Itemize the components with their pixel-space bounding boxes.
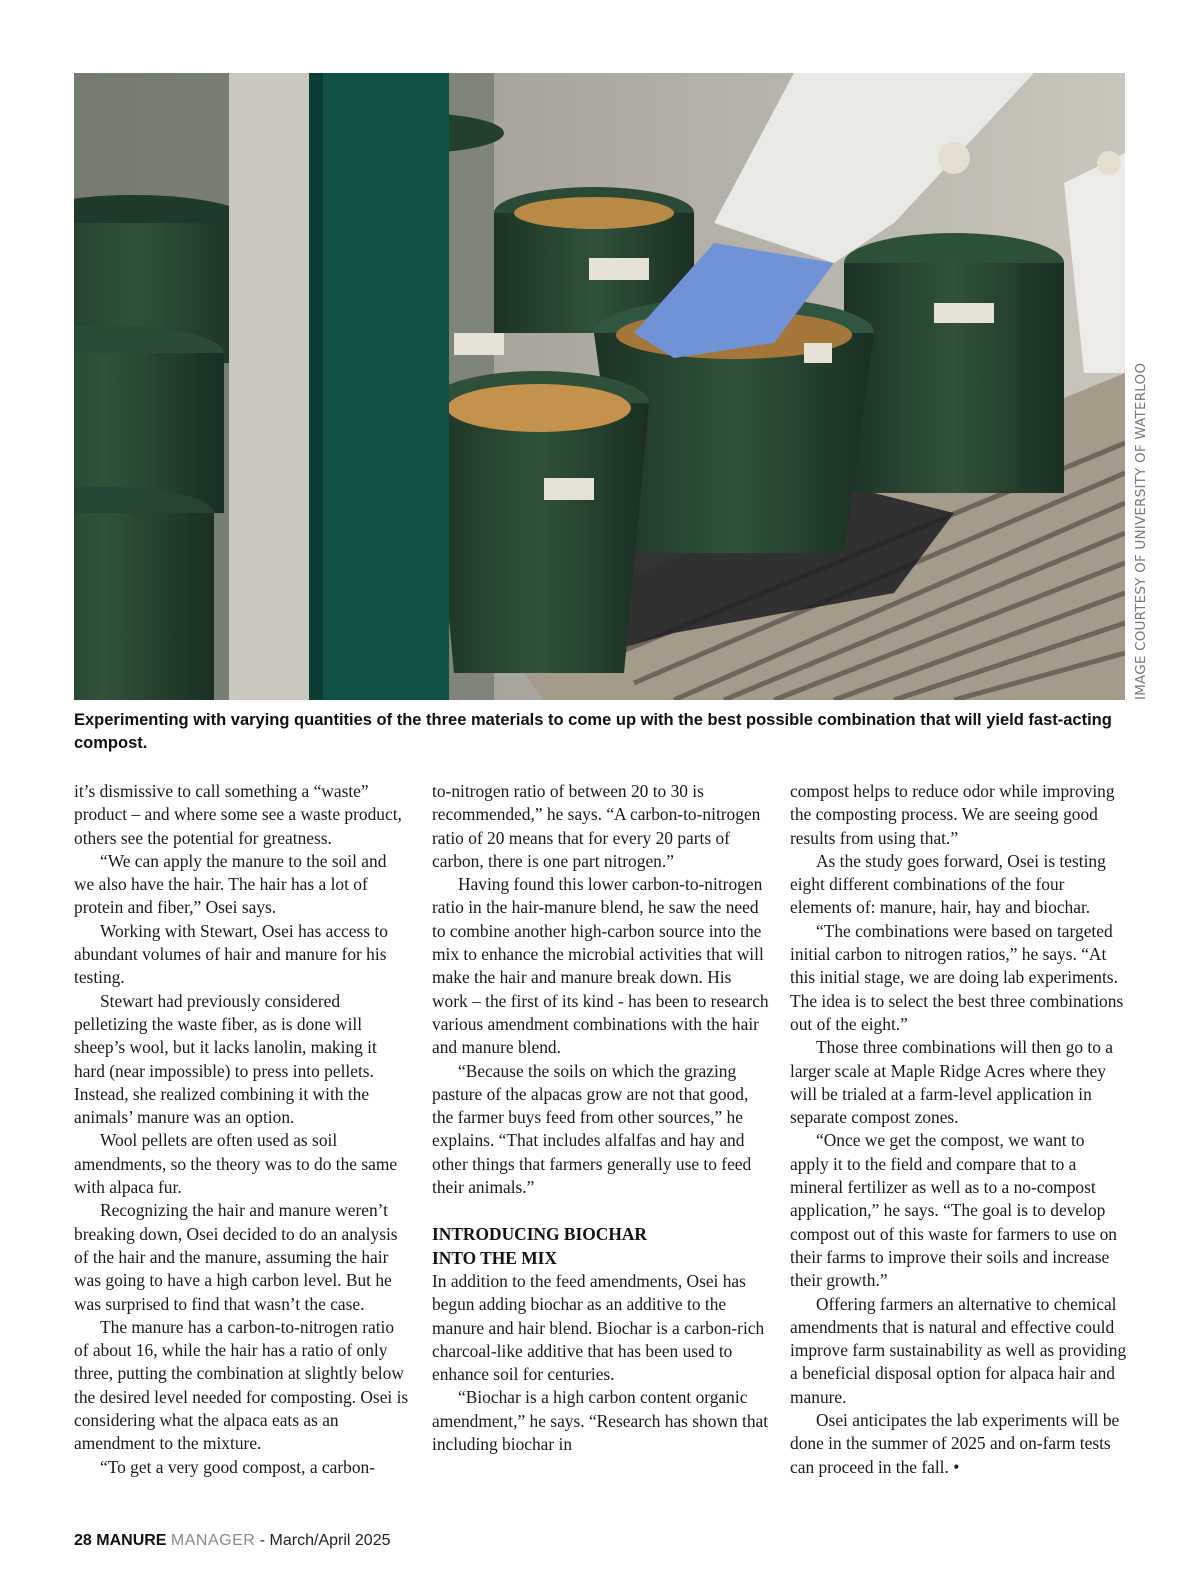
article-photo bbox=[74, 73, 1125, 700]
paragraph: Offering farmers an alternative to chemical amendments that is natural and effective could improve farm sustainability as well as providing a beneficial disposal option for alpaca hair and manure. bbox=[790, 1293, 1127, 1407]
paragraph: In addition to the feed amendments, Osei has begun adding biochar as an additive to the manure and hair blend. Biochar is a carbon-rich charcoal-like additive that has been used to enhance soil for centuries. bbox=[432, 1270, 765, 1385]
article-column-3 bbox=[790, 780, 1127, 1479]
page-footer bbox=[74, 1532, 391, 1550]
section-heading-line-1: INTRODUCING BIOCHAR bbox=[432, 1224, 647, 1245]
brand-bold: MANURE bbox=[96, 1532, 167, 1549]
page-number: 28 bbox=[74, 1532, 92, 1549]
paragraph: compost helps to reduce odor while improving the composting process. We are seeing good results from using that.” bbox=[790, 781, 1115, 848]
brand-light: MANAGER bbox=[170, 1532, 256, 1549]
paragraph: As the study goes forward, Osei is testing eight different combinations of the four elements of: manure, hair, hay and biochar. bbox=[790, 850, 1106, 918]
issue-date: - March/April 2025 bbox=[255, 1532, 391, 1549]
paragraph: “We can apply the manure to the soil and we also have the hair. The hair has a lot of protein and fiber,” Osei says. bbox=[74, 850, 387, 918]
paragraph: Wool pellets are often used as soil amendments, so the theory was to do the same with alpaca fur. bbox=[74, 1130, 398, 1198]
paragraph: “Biochar is a high carbon content organic amendment,” he says. “Research has shown that including biochar in bbox=[432, 1387, 769, 1455]
paragraph: “Because the soils on which the grazing pasture of the alpacas grow are not that good, the farmer buys feed from other sources,” he explains. “That includes alfalfas and hay and other things that farmers generally use to feed their animals.” bbox=[432, 1060, 752, 1198]
greenhouse-pots-photo bbox=[74, 73, 1125, 700]
paragraph: “Once we get the compost, we want to apply it to the field and compare that to a mineral fertilizer as well as to a no-compost application,” he says. “The goal is to develop compost out of this waste for farmers to use on their farms to improve their soils and increase their growth.” bbox=[790, 1130, 1117, 1291]
paragraph: Working with Stewart, Osei has access to abundant volumes of hair and manure for his testing. bbox=[74, 920, 388, 988]
paragraph: Having found this lower carbon-to-nitrogen ratio in the hair-manure blend, he saw the need to combine another high-carbon source into the mix to enhance the microbial activities that will make the hair and manure break down. His work – the first of its kind - has been to research various amendment combinations with the hair and manure blend. bbox=[432, 874, 769, 1058]
paragraph: The manure has a carbon-to-nitrogen ratio of about 16, while the hair has a ratio of only three, putting the combination at slightly below the desired level needed for composting. Osei is considering what the alpaca eats as an amendment to the mixture. bbox=[74, 1316, 409, 1454]
paragraph: Recognizing the hair and manure weren’t breaking down, Osei decided to do an analysis of the hair and the manure, assuming the hair was going to have a high carbon level. But he was surprised to find that wasn’t the case. bbox=[74, 1200, 398, 1314]
photo-credit: IMAGE COURTESY OF UNIVERSITY OF WATERLOO bbox=[1133, 362, 1149, 700]
paragraph: it’s dismissive to call something a “waste” product – and where some see a waste product, others see the potential for greatness. bbox=[74, 781, 402, 848]
paragraph: to-nitrogen ratio of between 20 to 30 is recommended,” he says. “A carbon-to-nitrogen ratio of 20 means that for every 20 parts of carbon, there is one part nitrogen.” bbox=[432, 781, 761, 871]
paragraph: Osei anticipates the lab experiments will be done in the summer of 2025 and on-farm tests can proceed in the fall. • bbox=[790, 1410, 1120, 1477]
photo-caption: Experimenting with varying quantities of the three materials to come up with the best possible combination that will yield fast-acting compost. bbox=[74, 711, 1112, 752]
section-heading-line-2: INTO THE MIX bbox=[432, 1247, 557, 1268]
article-column-2 bbox=[432, 780, 770, 1456]
paragraph: “The combinations were based on targeted initial carbon to nitrogen ratios,” he says. “At this initial stage, we are doing lab experiments. The idea is to select the best three combinations out of the eight.” bbox=[790, 920, 1124, 1034]
article-column-1 bbox=[74, 780, 410, 1479]
paragraph: Stewart had previously considered pelletizing the waste fiber, as is done will sheep’s wool, but it lacks lanolin, making it hard (near impossible) to press into pellets. Instead, she realized combining it with the animals’ manure was an option. bbox=[74, 990, 377, 1128]
paragraph: “To get a very good compost, a carbon- bbox=[100, 1456, 376, 1477]
paragraph: Those three combinations will then go to a larger scale at Maple Ridge Acres where they will be trialed at a farm-level application in separate compost zones. bbox=[790, 1037, 1114, 1128]
section-heading bbox=[432, 1223, 770, 1270]
